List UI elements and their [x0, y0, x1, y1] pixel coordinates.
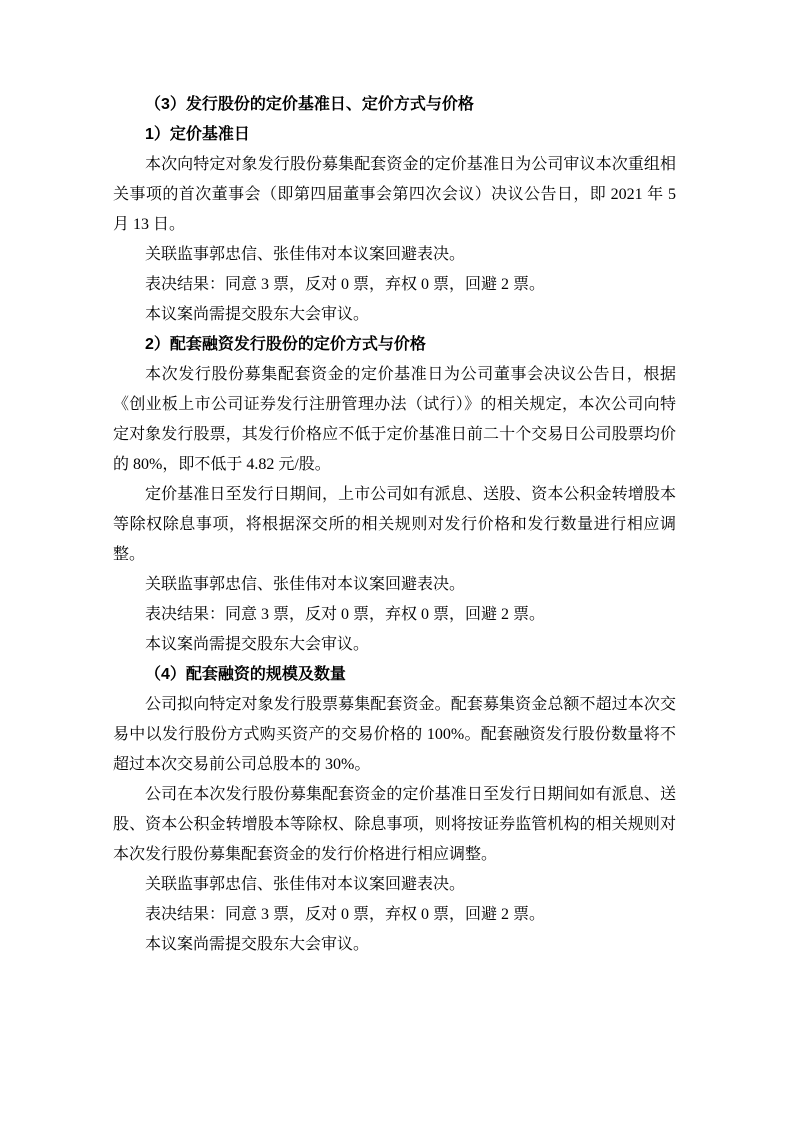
- paragraph-vote-result: 表决结果：同意 3 票，反对 0 票，弃权 0 票，回避 2 票。: [145, 906, 546, 923]
- paragraph-recusal-statement: 关联监事郭忠信、张佳伟对本议案回避表决。: [145, 246, 466, 263]
- paragraph-ex-rights-adjustment: 定价基准日至发行日期间，上市公司如有派息、送股、资本公积金转增股本等除权除息事项，将根据深交所的相关规则对发行价格和发行数量进行相应调整。: [113, 486, 676, 563]
- paragraph-financing-scale-body: 公司拟向特定对象发行股票募集配套资金。配套募集资金总额不超过本次交易中以发行股份方式购买资产的交易价格的 100%。配套融资发行股份数量将不超过本次交易前公司总股本的 30%。: [113, 696, 676, 773]
- heading-3-pricing-base-date-method-price: （3）发行股份的定价基准日、定价方式与价格: [145, 96, 474, 113]
- paragraph-submit-to-shareholders: 本议案尚需提交股东大会审议。: [145, 936, 370, 953]
- heading-2-supporting-financing-pricing: 2）配套融资发行股份的定价方式与价格: [145, 336, 426, 353]
- paragraph-recusal-statement: 关联监事郭忠信、张佳伟对本议案回避表决。: [145, 576, 466, 593]
- paragraph-submit-to-shareholders: 本议案尚需提交股东大会审议。: [145, 636, 370, 653]
- heading-4-supporting-financing-scale: （4）配套融资的规模及数量: [145, 666, 346, 683]
- paragraph-submit-to-shareholders: 本议案尚需提交股东大会审议。: [145, 306, 370, 323]
- paragraph-vote-result: 表决结果：同意 3 票，反对 0 票，弃权 0 票，回避 2 票。: [145, 276, 546, 293]
- paragraph-pricing-base-date-body: 本次向特定对象发行股份募集配套资金的定价基准日为公司审议本次重组相关事项的首次董事会（即第四届董事会第四次会议）决议公告日，即 2021 年 5 月 13 日。: [113, 156, 676, 233]
- heading-1-pricing-base-date: 1）定价基准日: [145, 126, 250, 143]
- paragraph-financing-price-adjustment: 公司在本次发行股份募集配套资金的定价基准日至发行日期间如有派息、送股、资本公积金转增股本等除权、除息事项，则将按证券监管机构的相关规则对本次发行股份募集配套资金的发行价格进行相应调整。: [113, 786, 676, 863]
- paragraph-recusal-statement: 关联监事郭忠信、张佳伟对本议案回避表决。: [145, 876, 466, 893]
- paragraph-vote-result: 表决结果：同意 3 票，反对 0 票，弃权 0 票，回避 2 票。: [145, 606, 546, 623]
- paragraph-supporting-financing-pricing-body: 本次发行股份募集配套资金的定价基准日为公司董事会决议公告日，根据《创业板上市公司证券发行注册管理办法（试行）》的相关规定，本次公司向特定对象发行股票，其发行价格应不低于定价基准日前二十个交易日公司股票均价的 80%，即不低于 4.82 元/股。: [113, 366, 676, 473]
